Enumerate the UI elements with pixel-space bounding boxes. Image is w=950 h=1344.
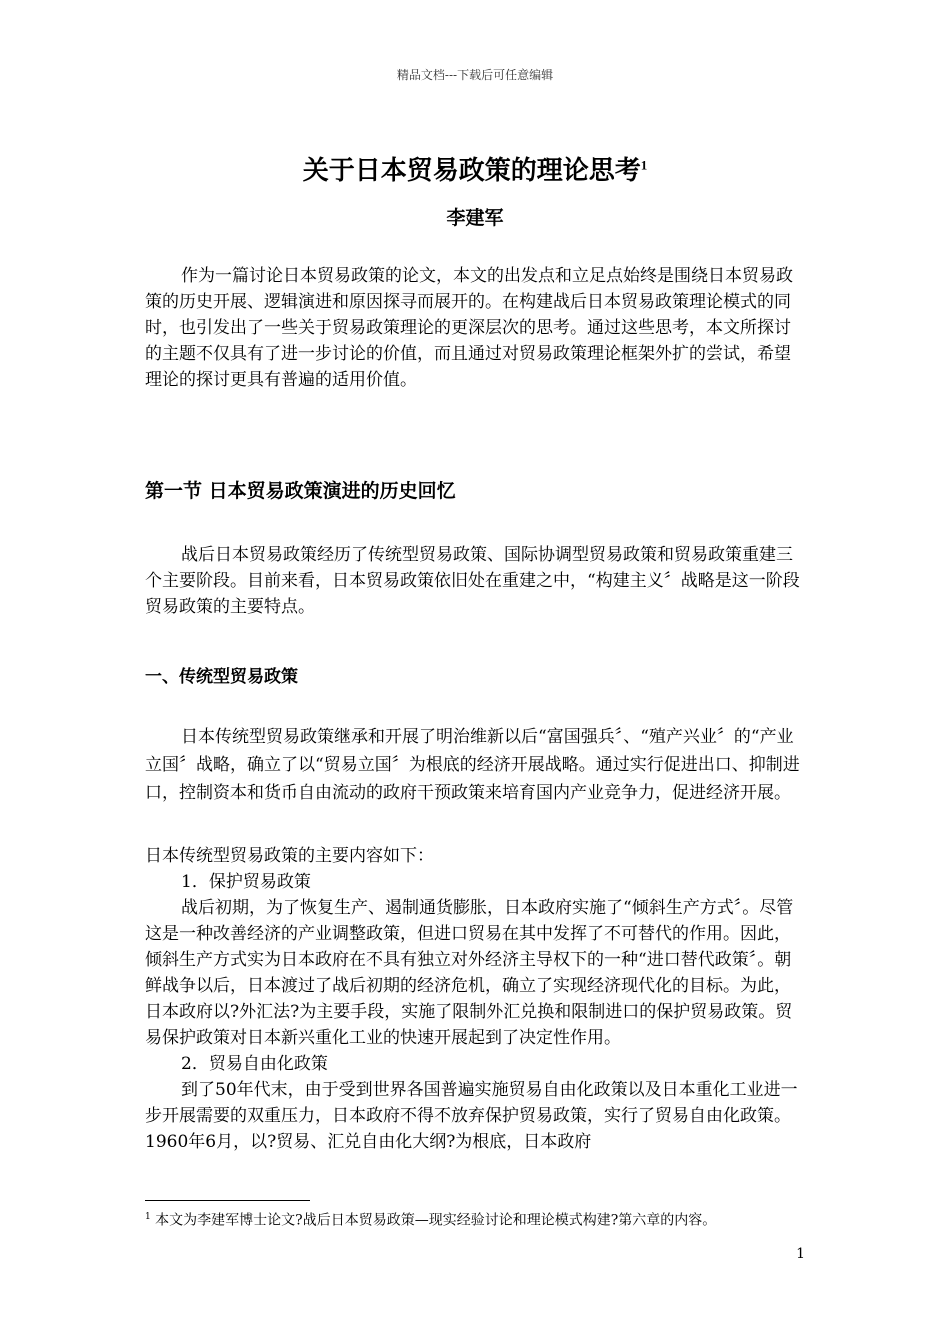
page-number: 1	[796, 1246, 805, 1262]
list-item-label: 1．保护贸易政策	[181, 872, 311, 892]
author-name: 李建军	[446, 207, 504, 229]
subsection-heading: 一、传统型贸易政策	[145, 667, 298, 687]
section-heading: 第一节 日本贸易政策演进的历史回忆	[145, 480, 456, 502]
footnote-mark: 1	[145, 1212, 151, 1222]
list-intro: 日本传统型贸易政策的主要内容如下：	[145, 846, 434, 866]
body-paragraph: 日本传统型贸易政策继承和开展了明治维新以后“富国强兵〞、“殖产兴业〞的“产业立国〞战略，确立了以“贸易立国〞为根底的经济开展战略。通过实行促进出口、抑制进口，控制资本和货币自由流动的政府干预政策来培育国内产业竞争力，促进经济开展。	[145, 727, 800, 803]
list-item-paragraph: 到了50年代末，由于受到世界各国普遍实施贸易自由化政策以及日本重化工业进一步开展需要的双重压力，日本政府不得不放弃保护贸易政策，实行了贸易自由化政策。1960年6月，以?贸易、汇兑自由化大纲?为根底，日本政府	[145, 1080, 798, 1152]
abstract-paragraph: 作为一篇讨论日本贸易政策的论文，本文的出发点和立足点始终是围绕日本贸易政策的历史开展、逻辑演进和原因探寻而展开的。在构建战后日本贸易政策理论模式的同时，也引发出了一些关于贸易政策理论的更深层次的思考。通过这些思考，本文所探讨的主题不仅具有了进一步讨论的价值，而且通过对贸易政策理论框架外扩的尝试，希望理论的探讨更具有普遍的适用价值。	[145, 266, 793, 390]
footnote	[145, 1207, 825, 1231]
list-item-paragraph: 战后初期，为了恢复生产、遏制通货膨胀，日本政府实施了“倾斜生产方式〞。尽管这是一种改善经济的产业调整政策，但进口贸易在其中发挥了不可替代的作用。因此，倾斜生产方式实为日本政府在不具有独立对外经济主导权下的一种“进口替代政策〞。朝鲜战争以后，日本渡过了战后初期的经济危机，确立了实现经济现代化的目标。为此，日本政府以?外汇法?为主要手段，实施了限制外汇兑换和限制进口的保护贸易政策。贸易保护政策对日本新兴重化工业的快速开展起到了决定性作用。	[145, 898, 794, 1048]
title-footnote-mark: 1	[640, 157, 648, 173]
title-text: 关于日本贸易政策的理论思考	[302, 156, 641, 186]
footnote-separator	[145, 1200, 310, 1201]
section-intro-paragraph: 战后日本贸易政策经历了传统型贸易政策、国际协调型贸易政策和贸易政策重建三个主要阶段。目前来看，日本贸易政策依旧处在重建之中，“构建主义〞战略是这一阶段贸易政策的主要特点。	[145, 545, 800, 617]
header-note: 精品文档---下载后可任意编辑	[396, 68, 554, 82]
footnote-text: 本文为李建军博士论文?战后日本贸易政策—现实经验讨论和理论模式构建?第六章的内容。	[150, 1212, 717, 1229]
body-continuation	[145, 843, 807, 1155]
page-title	[0, 150, 950, 187]
list-item-label: 2．贸易自由化政策	[181, 1054, 328, 1074]
